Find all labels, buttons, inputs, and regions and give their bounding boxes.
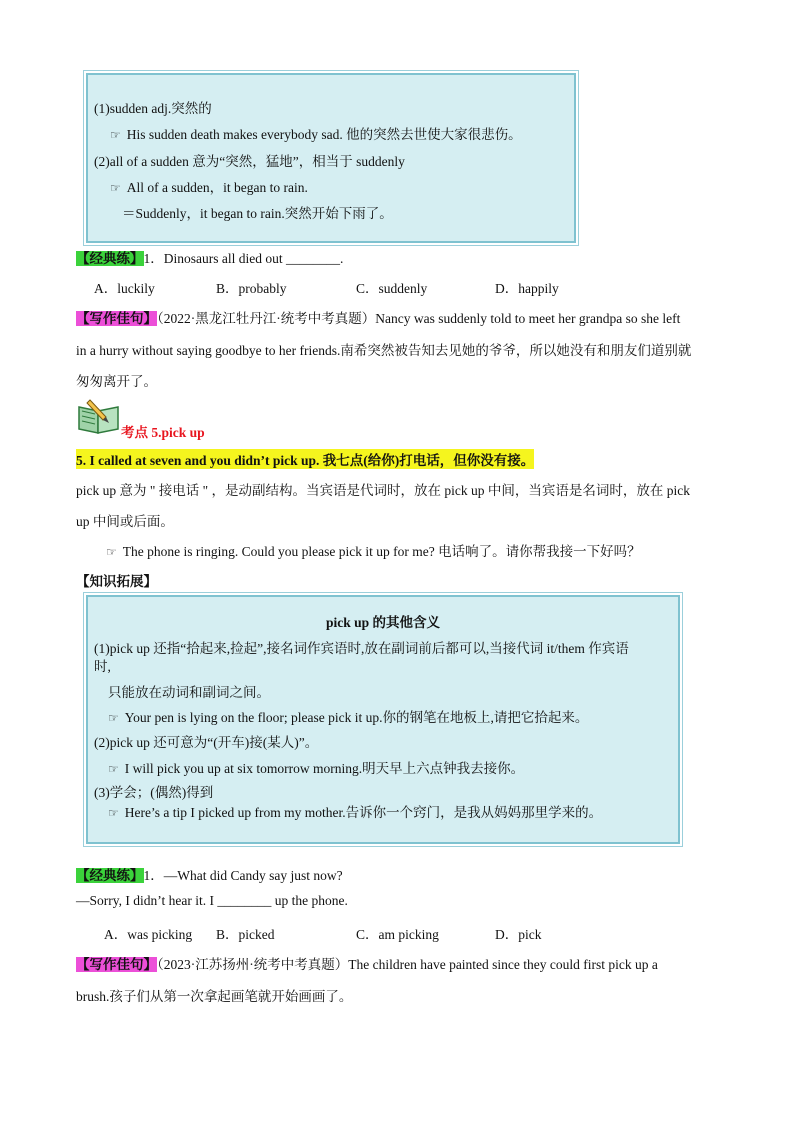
note-box-pick-up-meanings (86, 595, 680, 844)
exercise-2-option-b: B．picked (216, 927, 275, 942)
point-5-example: ☞ The phone is ringing. Could you please pick it up for me? 电话响了。请你帮我接一下好吗？ (106, 544, 641, 559)
meaning-1-line1b: 时, (94, 659, 111, 674)
pointing-hand-icon: ☞ (110, 128, 121, 142)
point-5-heading: 5. I called at seven and you didn’t pick up. 我七点(给你)打电话，但你没有接。 (76, 449, 534, 469)
book-pencil-icon (76, 397, 122, 435)
all-of-a-sudden-example: ☞ All of a sudden，it began to rain. (110, 180, 308, 195)
box-title: pick up 的其他含义 (325, 615, 441, 630)
kaodian-label: 考点 5.pick up (121, 425, 205, 440)
exercise-2-option-a: A．was picking (104, 927, 193, 942)
exercise-1-option-d: D．happily (495, 281, 559, 296)
pointing-hand-icon: ☞ (108, 762, 119, 776)
exercise-2-option-d: D．pick (495, 927, 542, 942)
meaning-1-example: ☞ Your pen is lying on the floor; please pick it up.你的钢笔在地板上,请把它拾起来。 (108, 710, 589, 725)
writing-tag: 【写作佳句】 (76, 957, 157, 972)
all-of-a-sudden-definition: (2)all of a sudden 意为“突然，猛地”，相当于 suddenly (94, 154, 405, 169)
writing-sentence-2-line1: 【写作佳句】（2023·江苏扬州·统考中考真题）The children have painted since they could first pick up a (76, 957, 658, 972)
meaning-3-example: ☞ Here’s a tip I picked up from my mother.告诉你一个窍门，是我从妈妈那里学来的。 (108, 805, 603, 820)
knowledge-expansion-heading: 【知识拓展】 (76, 574, 157, 589)
writing-sentence-1-line2: in a hurry without saying goodbye to her friends.南希突然被告知去见她的爷爷，所以她没有和朋友们道别就 (76, 343, 692, 358)
pointing-hand-icon: ☞ (108, 711, 119, 725)
exercise-1-question: 【经典练】1．Dinosaurs all died out ________. (76, 251, 344, 266)
note-box-sudden (86, 73, 576, 243)
writing-tag: 【写作佳句】 (76, 311, 157, 326)
exercise-tag: 【经典练】 (76, 868, 144, 883)
exercise-1-option-c: C．suddenly (356, 281, 428, 296)
pointing-hand-icon: ☞ (110, 181, 121, 195)
suddenly-example: ＝Suddenly，it began to rain.突然开始下雨了。 (122, 206, 393, 221)
writing-sentence-1-line3: 匆匆离开了。 (76, 374, 157, 389)
writing-sentence-2-line2: brush.孩子们从第一次拿起画笔就开始画画了。 (76, 989, 353, 1004)
exercise-2-question-line1: 【经典练】1．—What did Candy say just now? (76, 868, 343, 883)
exercise-1-option-b: B．probably (216, 281, 287, 296)
point-5-explanation-line2: up 中间或后面。 (76, 514, 174, 529)
exercise-tag: 【经典练】 (76, 251, 144, 266)
sudden-example: ☞ His sudden death makes everybody sad. 他的突然去世使大家很悲伤。 (110, 127, 522, 142)
point-5-explanation-line1: pick up 意为 " 接电话 " ，是动副结构。当宾语是代词时，放在 pick up 中间，当宾语是名词时，放在 pick (76, 483, 690, 498)
meaning-3: (3)学会；(偶然)得到 (94, 785, 214, 800)
meaning-2: (2)pick up 还可意为“(开车)接(某人)”。 (94, 735, 319, 750)
pointing-hand-icon: ☞ (108, 806, 119, 820)
meaning-2-example: ☞ I will pick you up at six tomorrow morning.明天早上六点钟我去接你。 (108, 761, 525, 776)
exercise-2-option-c: C．am picking (356, 927, 439, 942)
exercise-2-question-line2: —Sorry, I didn’t hear it. I ________ up the phone. (76, 893, 348, 908)
exercise-1-option-a: A．luckily (94, 281, 155, 296)
meaning-1-line1: (1)pick up 还指“拾起来,捡起”,接名词作宾语时,放在副词前后都可以,当接代词 it/them 作宾语 (94, 641, 629, 656)
pointing-hand-icon: ☞ (106, 545, 117, 559)
sudden-definition: (1)sudden adj.突然的 (94, 101, 212, 116)
writing-sentence-1-line1: 【写作佳句】（2022·黑龙江牡丹江·统考中考真题）Nancy was suddenly told to meet her grandpa so she left (76, 311, 681, 326)
meaning-1-line2: 只能放在动词和副词之间。 (108, 685, 270, 700)
